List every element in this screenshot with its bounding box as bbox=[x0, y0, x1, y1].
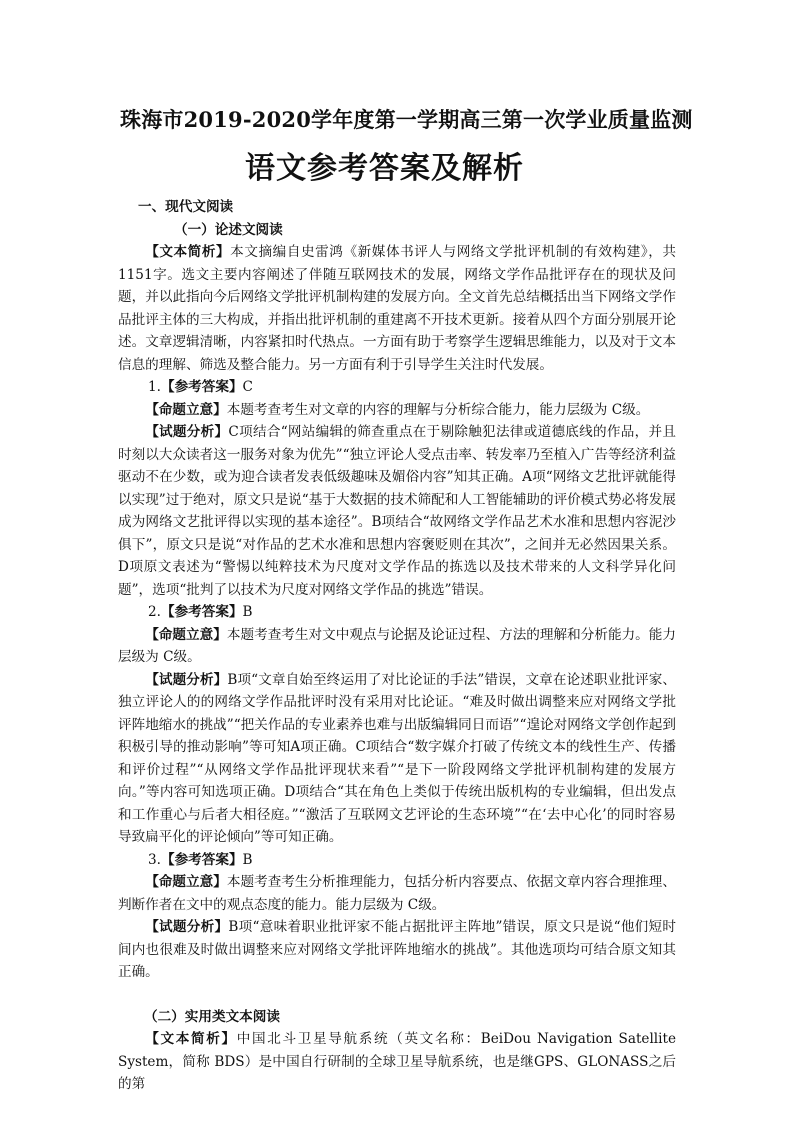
answer-value: C bbox=[242, 379, 253, 395]
summary-tag: 【文本简析】 bbox=[145, 244, 231, 260]
intent-tag: 【命题立意】 bbox=[145, 401, 227, 418]
document-subtitle: 语文参考答案及解析 bbox=[245, 151, 524, 186]
answer-value: B bbox=[242, 851, 253, 868]
intent-text: 本题考查考生对文中观点与论据及论证过程、方法的理解和分析能力。能力层级为 C级。 bbox=[118, 626, 677, 665]
question-2-analysis bbox=[118, 669, 676, 849]
question-3-intent bbox=[118, 871, 676, 916]
analysis-text: B项“文章自始至终运用了对比论证的手法”错误，文章在论述职业批评家、独立评论人的的网络文学作品批评时没有采用对比论证。“难及时做出调整来应对网络文学批评阵地缩水的挑战”“把关作品的专业素养也难与出版编辑同日而语”“遑论对网络文学创作起到积极引导的推动影响”等可知A项正确。C项结合“数字媒介打破了传统文本的线性生产、传播和评价过程”“从网络文学作品批评现状来看”“是下一阶段网络文学批评机制构建的发展方向。”等内容可知选项正确。D项结合“其在角色上类似于传统出版机构的专业编辑，但出发点和工作重心与后者大相径庭。”“激活了互联网文艺评论的生态环境”“在‘去中心化’的同时容易导致扁平化的评论倾向”等可知正确。 bbox=[118, 671, 676, 845]
question-3-answer bbox=[118, 849, 676, 872]
analysis-tag: 【试题分析】 bbox=[145, 671, 228, 688]
answer-tag: 【参考答案】 bbox=[160, 851, 243, 868]
answer-tag: 【参考答案】 bbox=[160, 379, 243, 395]
text-summary-paragraph bbox=[118, 1028, 676, 1096]
summary-tag: 【文本简析】 bbox=[145, 1031, 237, 1047]
question-1-answer bbox=[118, 376, 676, 399]
summary-text: 中国北斗卫星导航系统（英文名称：BeiDou Navigation Satellite System，简称 BDS）是中国自行研制的全球卫星导航系统，也是继GPS、GLONASS之后的第 bbox=[118, 1031, 677, 1092]
intent-tag: 【命题立意】 bbox=[145, 626, 227, 643]
analysis-tag: 【试题分析】 bbox=[145, 424, 229, 440]
document-body bbox=[118, 196, 676, 1096]
subsection-heading: （二）实用类文本阅读 bbox=[144, 1008, 280, 1025]
text-summary-paragraph bbox=[118, 241, 676, 376]
question-2-answer bbox=[118, 601, 676, 624]
document-title: 珠海市2019-2020学年度第一学期高三第一次学业质量监测 bbox=[120, 107, 693, 132]
answer-tag: 【参考答案】 bbox=[160, 604, 243, 620]
question-1-intent bbox=[118, 399, 676, 422]
subsection-heading: （一）论述文阅读 bbox=[174, 221, 283, 238]
question-3-analysis bbox=[118, 916, 676, 984]
analysis-text: C项结合“网站编辑的筛查重点在于剔除触犯法律或道德底线的作品，并且时刻以大众读者这一服务对象为优先”“独立评论人受点击率、转发率乃至植入广告等经济利益驱动不在少数，或为迎合读者发表低级趣味及媚俗内容”知其正确。A项“网络文艺批评就能得以实现”过于绝对，原文只是说“基于大数据的技术筛配和人工智能辅助的评价模式势必将发展成为网络文艺批评得以实现的基本途径”。B项结合“故网络文学作品艺术水准和思想内容泥沙俱下”，原文只是说“对作品的艺术水准和思想内容褒贬则在其次”，之间并无必然因果关系。D项原文表述为“警惕以纯粹技术为尺度对文学作品的拣选以及技术带来的人文科学异化问题”，选项“批判了以技术为尺度对网络文学作品的挑选”错误。 bbox=[118, 424, 676, 598]
intent-tag: 【命题立意】 bbox=[145, 874, 227, 890]
summary-text: 本文摘编自史雷鸿《新媒体书评人与网络文学批评机制的有效构建》，共1151字。选文主要内容阐述了伴随互联网技术的发展，网络文学作品批评存在的现状及问题，并以此指向今后网络文学批评机制构建的发展方向。全文首先总结概括出当下网络文学作品批评主体的三大构成，并指出批评机制的重建离不开技术更新。接着从四个方面分别展开论述。文章逻辑清晰，内容紧扣时代热点。一方面有助于考察学生逻辑思维能力，以及对于文本信息的理解、筛选及整合能力。另一方面有利于引导学生关注时代发展。 bbox=[118, 244, 677, 373]
question-2-intent bbox=[118, 624, 676, 669]
question-number: 2. bbox=[148, 604, 161, 620]
question-number: 3. bbox=[148, 851, 161, 868]
answer-value: B bbox=[242, 604, 253, 620]
section-spacer bbox=[118, 984, 676, 1006]
intent-text: 本题考查考生对文章的内容的理解与分析综合能力，能力层级为 C级。 bbox=[226, 401, 650, 418]
question-number: 1. bbox=[148, 379, 161, 395]
analysis-text: B项“意味着职业批评家不能占据批评主阵地”错误，原文只是说“他们短时间内也很难及时做出调整来应对网络文学批评阵地缩水的挑战”。其他选项均可结合原文知其正确。 bbox=[118, 919, 677, 980]
section-heading: 一、现代文阅读 bbox=[138, 199, 234, 215]
question-1-analysis bbox=[118, 421, 676, 601]
analysis-tag: 【试题分析】 bbox=[145, 919, 229, 935]
intent-text: 本题考查考生分析推理能力，包括分析内容要点、依据文章内容合理推理、判断作者在文中的观点态度的能力。能力层级为 C级。 bbox=[118, 874, 677, 913]
